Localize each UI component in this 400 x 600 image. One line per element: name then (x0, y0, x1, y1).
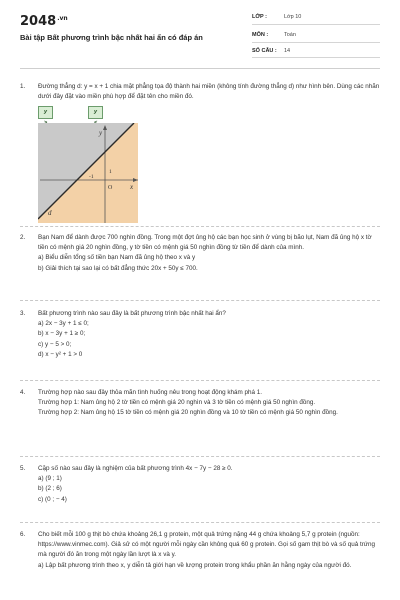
document-header (0, 0, 400, 72)
option-d: d) x − y² + 1 > 0 (38, 350, 83, 358)
option-b: b) x − 3y + 1 ≥ 0; (38, 330, 86, 338)
option-a: a) (9 ; 1) (38, 475, 62, 483)
question-text: Trường hợp nào sau đây thỏa mãn tình huống nêu trong hoạt động khám phá 1. (38, 389, 263, 396)
meta-divider (252, 57, 380, 58)
case-1: Trường hợp 1: Nam ủng hộ 2 tờ tiền có mệnh giá 20 nghìn và 3 tờ tiền có mệnh giá 50 nghìn đồng. (38, 399, 316, 407)
option-c: c) y − 5 > 0; (38, 340, 72, 348)
question-number: 4. (20, 389, 26, 396)
option-a: a) Lập bất phương trình theo x, y diễn tả giới hạn về lượng protein trong khẩu phần ăn hằng ngày của người đó. (38, 561, 352, 569)
question-divider (20, 226, 380, 227)
label-tag-greater[interactable]: y (38, 106, 53, 119)
question-divider (20, 380, 380, 381)
question-text: Cho biết mỗi 100 g thịt bò chứa khoảng 26,1 g protein, một quả trứng nặng 44 g chứa khoảng 5,7 g protein (nguồn: https://www.vinmec.com). Giả sử có một người mỗi ngày cần không quá 60 g protein. Gọi số gam thịt bò và số quả trứng mà người đó ăn trong một ngày lần lượt là x và y. (38, 531, 376, 559)
coordinate-graph (38, 123, 138, 223)
option-c: c) (0 ; − 4) (38, 495, 67, 503)
question-number: 6. (20, 531, 26, 538)
label-tag-less[interactable]: y (88, 106, 103, 119)
question-5 (20, 464, 380, 505)
case-2: Trường hợp 2: Nam ủng hộ 15 tờ tiền có mệnh giá 20 nghìn đồng và 10 tờ tiền có mệnh giá 50 nghìn đồng. (38, 409, 338, 417)
question-number: 3. (20, 310, 26, 317)
question-text: Cặp số nào sau đây là nghiệm của bất phương trình 4x − 7y − 28 ≥ 0. (38, 465, 233, 472)
option-a: a) 2x − 3y + 1 ≤ 0; (38, 320, 89, 328)
question-6 (20, 530, 380, 571)
origin-label: O (108, 185, 113, 191)
question-text: Bất phương trình nào sau đây là bất phương trình bậc nhất hai ẩn? (38, 310, 226, 317)
y-axis-label: y (99, 129, 103, 137)
header-divider (20, 68, 380, 69)
meta-class: LỚP : Lớp 10 (252, 14, 302, 20)
line-d-label: d (48, 209, 52, 217)
question-text: Bạn Nam để dành được 700 nghìn đồng. Trong một đợt ủng hộ các bạn học sinh ở vùng bị bão lụt, Nam đã ủng hộ x tờ tiền có mệnh giá 20 nghìn đồng, y tờ tiền có mệnh giá 50 nghìn đồng từ tiền để dành của mình. (38, 234, 372, 252)
meta-divider (252, 42, 380, 43)
question-divider (20, 300, 380, 301)
x-axis-label: x (130, 183, 134, 191)
question-3 (20, 309, 380, 360)
option-b: b) (2 ; 6) (38, 485, 62, 493)
site-logo[interactable]: $2048^{.vn}$ (20, 14, 68, 29)
meta-count: SỐ CÂU : 14 (252, 48, 291, 54)
tick-neg-label: -1 (89, 174, 94, 180)
question-divider (20, 456, 380, 457)
tick-pos-label: 1 (109, 169, 112, 175)
question-number: 1. (20, 83, 26, 90)
meta-divider (252, 24, 380, 25)
question-divider (20, 522, 380, 523)
document-title: Bài tập Bất phương trình bậc nhất hai ẩn có đáp án (20, 33, 203, 42)
meta-subject: MÔN : Toán (252, 32, 296, 38)
option-b: b) Giải thích tại sao lại có bất đẳng thức 20x + 50y ≤ 700. (38, 264, 198, 272)
question-2 (20, 233, 380, 274)
question-number: 5. (20, 465, 26, 472)
option-a: a) Biểu diễn tổng số tiền bạn Nam đã ủng hộ theo x và y (38, 254, 196, 262)
question-text: Đường thẳng d: y = x + 1 chia mặt phẳng tọa độ thành hai miền (không tính đường thẳng d) như hình bên. Dùng các nhãn dưới đây đặt vào miền phù hợp để đặt tên cho miền đó. (38, 83, 380, 101)
question-number: 2. (20, 234, 26, 241)
question-4 (20, 388, 380, 419)
question-1 (20, 82, 380, 102)
